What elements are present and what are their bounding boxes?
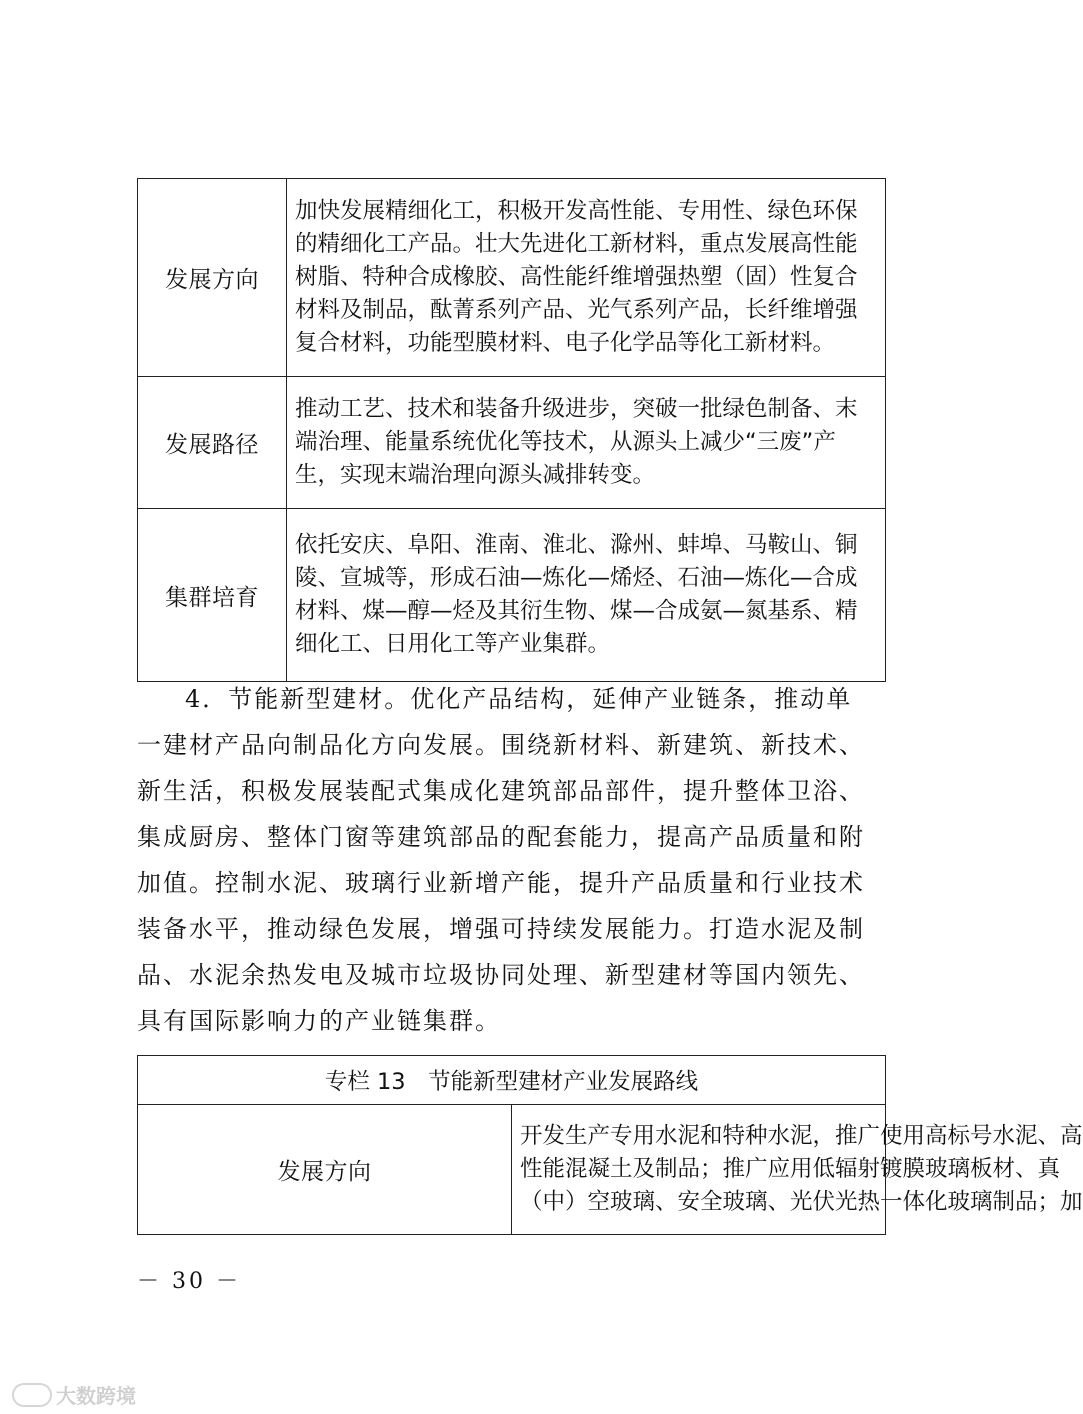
text-line: 的精细化工产品。壮大先进化工新材料，重点发展高性能 (295, 230, 858, 257)
text-line: 细化工、日用化工等产业集群。 (295, 630, 611, 657)
text-line: 陵、宣城等，形成石油—炼化—烯烃、石油—炼化—合成 (295, 564, 858, 591)
chat-bubble-icon (12, 1383, 52, 1407)
table-chemical-industry (137, 178, 886, 682)
text-line: 性能混凝土及制品；推广应用低辐射镀膜玻璃板材、真 (520, 1155, 1061, 1182)
text-line: 材料及制品，酞菁系列产品、光气系列产品，长纤维增强 (295, 296, 858, 323)
paragraph-line: 一建材产品向制品化方向发展。围绕新材料、新建筑、新技术、 (137, 731, 865, 759)
row-label: 发展方向 (138, 1105, 512, 1235)
row-content (287, 179, 886, 377)
row-label: 集群培育 (138, 509, 287, 682)
row-content (287, 509, 886, 682)
watermark (12, 1380, 136, 1409)
row-label: 发展方向 (138, 179, 287, 377)
text-line: 端治理、能量系统优化等技术，从源头上减少“三废”产 (295, 428, 836, 455)
paragraph-line: 4．节能新型建材。优化产品结构，延伸产业链条，推动单 (185, 685, 853, 713)
text-line: 复合材料，功能型膜材料、电子化学品等化工新材料。 (295, 329, 836, 356)
row-content (512, 1105, 1083, 1235)
text-line: 开发生产专用水泥和特种水泥，推广使用高标号水泥、高 (520, 1122, 1083, 1149)
text-line: （中）空玻璃、安全玻璃、光伏光热一体化玻璃制品；加 (520, 1188, 1083, 1215)
text-line: 生，实现末端治理向源头减排转变。 (295, 461, 656, 488)
text-line: 加快发展精细化工，积极开发高性能、专用性、绿色环保 (295, 197, 858, 224)
text-line: 树脂、特种合成橡胶、高性能纤维增强热塑（固）性复合 (295, 263, 858, 290)
paragraph-line: 品、水泥余热发电及城市垃圾协同处理、新型建材等国内领先、 (137, 961, 865, 989)
body-paragraph (137, 676, 887, 1044)
paragraph-line: 加值。控制水泥、玻璃行业新增产能，提升产品质量和行业技术 (137, 869, 865, 897)
table-row (138, 1105, 886, 1235)
row-label: 发展路径 (138, 377, 287, 509)
text-line: 材料、煤—醇—烃及其衍生物、煤—合成氨—氮基系、精 (295, 597, 858, 624)
watermark-text: 大数跨境 (56, 1384, 136, 1408)
paragraph-line: 具有国际影响力的产业链集群。 (137, 1007, 501, 1035)
text-line: 推动工艺、技术和装备升级进步，突破一批绿色制备、末 (295, 395, 858, 422)
table-header-row (138, 1056, 886, 1105)
table-title: 专栏 13 节能新型建材产业发展路线 (138, 1056, 886, 1105)
paragraph-line: 新生活，积极发展装配式集成化建筑部品部件，提升整体卫浴、 (137, 777, 865, 805)
text-line: 依托安庆、阜阳、淮南、淮北、滁州、蚌埠、马鞍山、铜 (295, 531, 858, 558)
table-row (138, 509, 886, 682)
paragraph-line: 装备水平，推动绿色发展，增强可持续发展能力。打造水泥及制 (137, 915, 865, 943)
page-number: － 30 － (137, 1269, 241, 1294)
paragraph-line: 集成厨房、整体门窗等建筑部品的配套能力，提高产品质量和附 (137, 823, 865, 851)
table-building-materials (137, 1055, 1083, 1235)
table-row (138, 377, 886, 509)
table-row (138, 179, 886, 377)
row-content (287, 377, 886, 509)
